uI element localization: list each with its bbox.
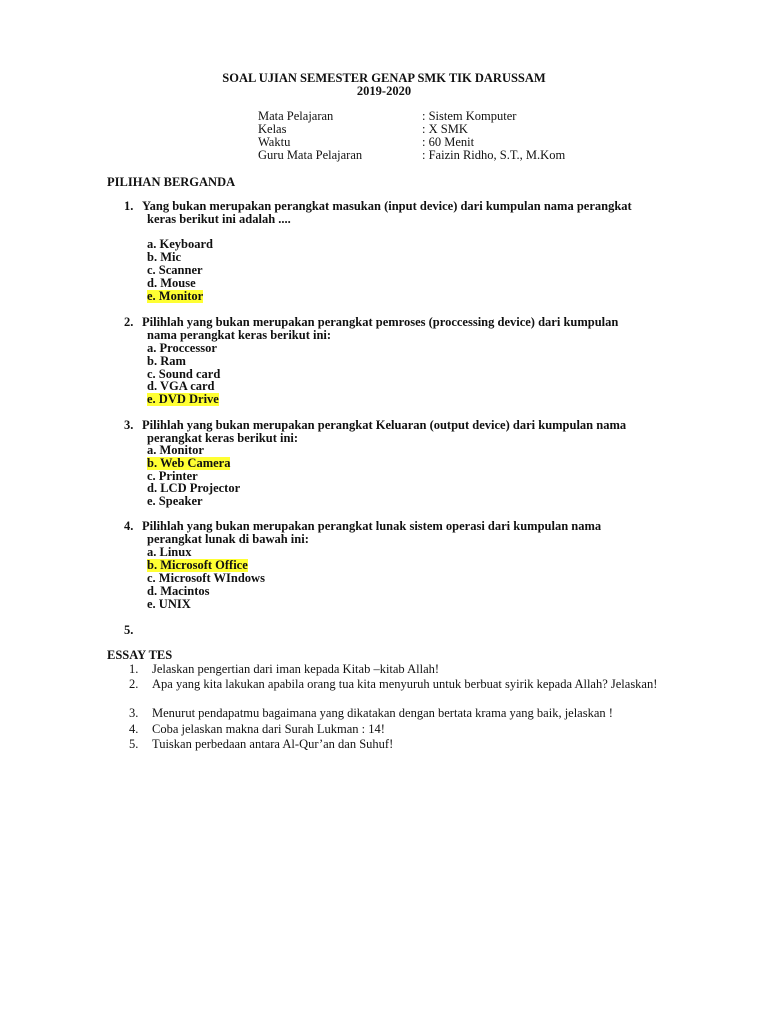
- essay-item: [129, 677, 689, 692]
- answer-option: c. Sound card: [147, 366, 221, 381]
- question-item: [124, 520, 678, 546]
- question-text-continued: perangkat keras berikut ini:: [147, 431, 299, 445]
- essay-text: Apa yang kita lakukan apabila orang tua kita menyuruh untuk berbuat syirik kepada Allah? Jelaskan!: [152, 677, 658, 691]
- essay-text: Coba jelaskan makna dari Surah Lukman : 14!: [152, 722, 385, 736]
- info-label: Kelas: [258, 122, 287, 136]
- answer-option: e. DVD Drive: [147, 392, 219, 407]
- info-label: Guru Mata Pelajaran: [258, 148, 363, 162]
- question-number: 4.: [124, 519, 134, 533]
- exam-year: 2019-2020: [356, 84, 412, 98]
- answer-option: d. LCD Projector: [147, 481, 241, 496]
- question-text: Pilihlah yang bukan merupakan perangkat Keluaran (output device) dari kumpulan nama: [142, 418, 627, 432]
- essay-number: 1.: [129, 662, 139, 676]
- answer-option: b. Mic: [147, 250, 182, 264]
- section-multiple-choice: PILIHAN BERGANDA: [107, 175, 236, 189]
- answer-option: b. Ram: [147, 353, 186, 368]
- answer-option: e. Monitor: [147, 289, 204, 303]
- question-5-number: 5.: [124, 623, 134, 637]
- answer-option: d. VGA card: [147, 379, 215, 394]
- answer-option: e. UNIX: [147, 596, 191, 611]
- info-value: : 60 Menit: [422, 135, 475, 149]
- answer-option: d. Mouse: [147, 276, 196, 290]
- question-text-continued: nama perangkat keras berikut ini:: [147, 328, 332, 342]
- answer-option: d. Macintos: [147, 583, 210, 598]
- essay-item: [129, 737, 689, 752]
- question-number: 3.: [124, 418, 134, 432]
- section-essay: ESSAY TES: [107, 648, 173, 662]
- info-label: Waktu: [258, 135, 291, 149]
- question-text-continued: keras berikut ini adalah ....: [147, 212, 291, 226]
- answer-option: a. Monitor: [147, 443, 204, 457]
- essay-number: 4.: [129, 722, 139, 736]
- essay-text: Jelaskan pengertian dari iman kepada Kitab –kitab Allah!: [152, 662, 440, 676]
- info-label: Mata Pelajaran: [258, 109, 334, 123]
- answer-option: a. Keyboard: [147, 237, 213, 251]
- answer-option: b. Microsoft Office: [147, 557, 248, 572]
- essay-item: [129, 722, 689, 737]
- info-value: : Sistem Komputer: [422, 109, 517, 123]
- question-number: 1.: [124, 199, 134, 213]
- question-item: [124, 419, 678, 445]
- essay-number: 5.: [129, 737, 139, 751]
- essay-text: Menurut pendapatmu bagaimana yang dikatakan dengan bertata krama yang baik, jelaskan !: [152, 706, 613, 720]
- answer-option: b. Web Camera: [147, 455, 231, 470]
- essay-number: 3.: [129, 706, 139, 720]
- essay-item: [129, 706, 689, 721]
- info-value: : X SMK: [422, 122, 468, 136]
- essay-number: 2.: [129, 677, 139, 691]
- question-number: 2.: [124, 315, 134, 329]
- exam-title: SOAL UJIAN SEMESTER GENAP SMK TIK DARUSSAM: [222, 71, 546, 85]
- answer-option: a. Linux: [147, 545, 192, 559]
- answer-option: e. Speaker: [147, 494, 203, 509]
- answer-option: c. Microsoft WIndows: [147, 570, 265, 585]
- question-text: Yang bukan merupakan perangkat masukan (input device) dari kumpulan nama perangkat: [142, 199, 632, 213]
- question-text: Pilihlah yang bukan merupakan perangkat pemroses (proccessing device) dari kumpulan: [142, 315, 619, 329]
- answer-option: c. Scanner: [147, 263, 203, 277]
- question-text-continued: perangkat lunak di bawah ini:: [147, 532, 309, 546]
- question-text: Pilihlah yang bukan merupakan perangkat lunak sistem operasi dari kumpulan nama: [142, 519, 602, 533]
- info-value: : Faizin Ridho, S.T., M.Kom: [422, 148, 566, 162]
- question-item: [124, 200, 678, 226]
- question-item: [124, 316, 678, 342]
- essay-text: Tuiskan perbedaan antara Al-Qur’an dan Suhuf!: [152, 737, 394, 751]
- answer-option: c. Printer: [147, 468, 198, 483]
- answer-option: a. Proccessor: [147, 341, 217, 355]
- essay-item: [129, 662, 689, 677]
